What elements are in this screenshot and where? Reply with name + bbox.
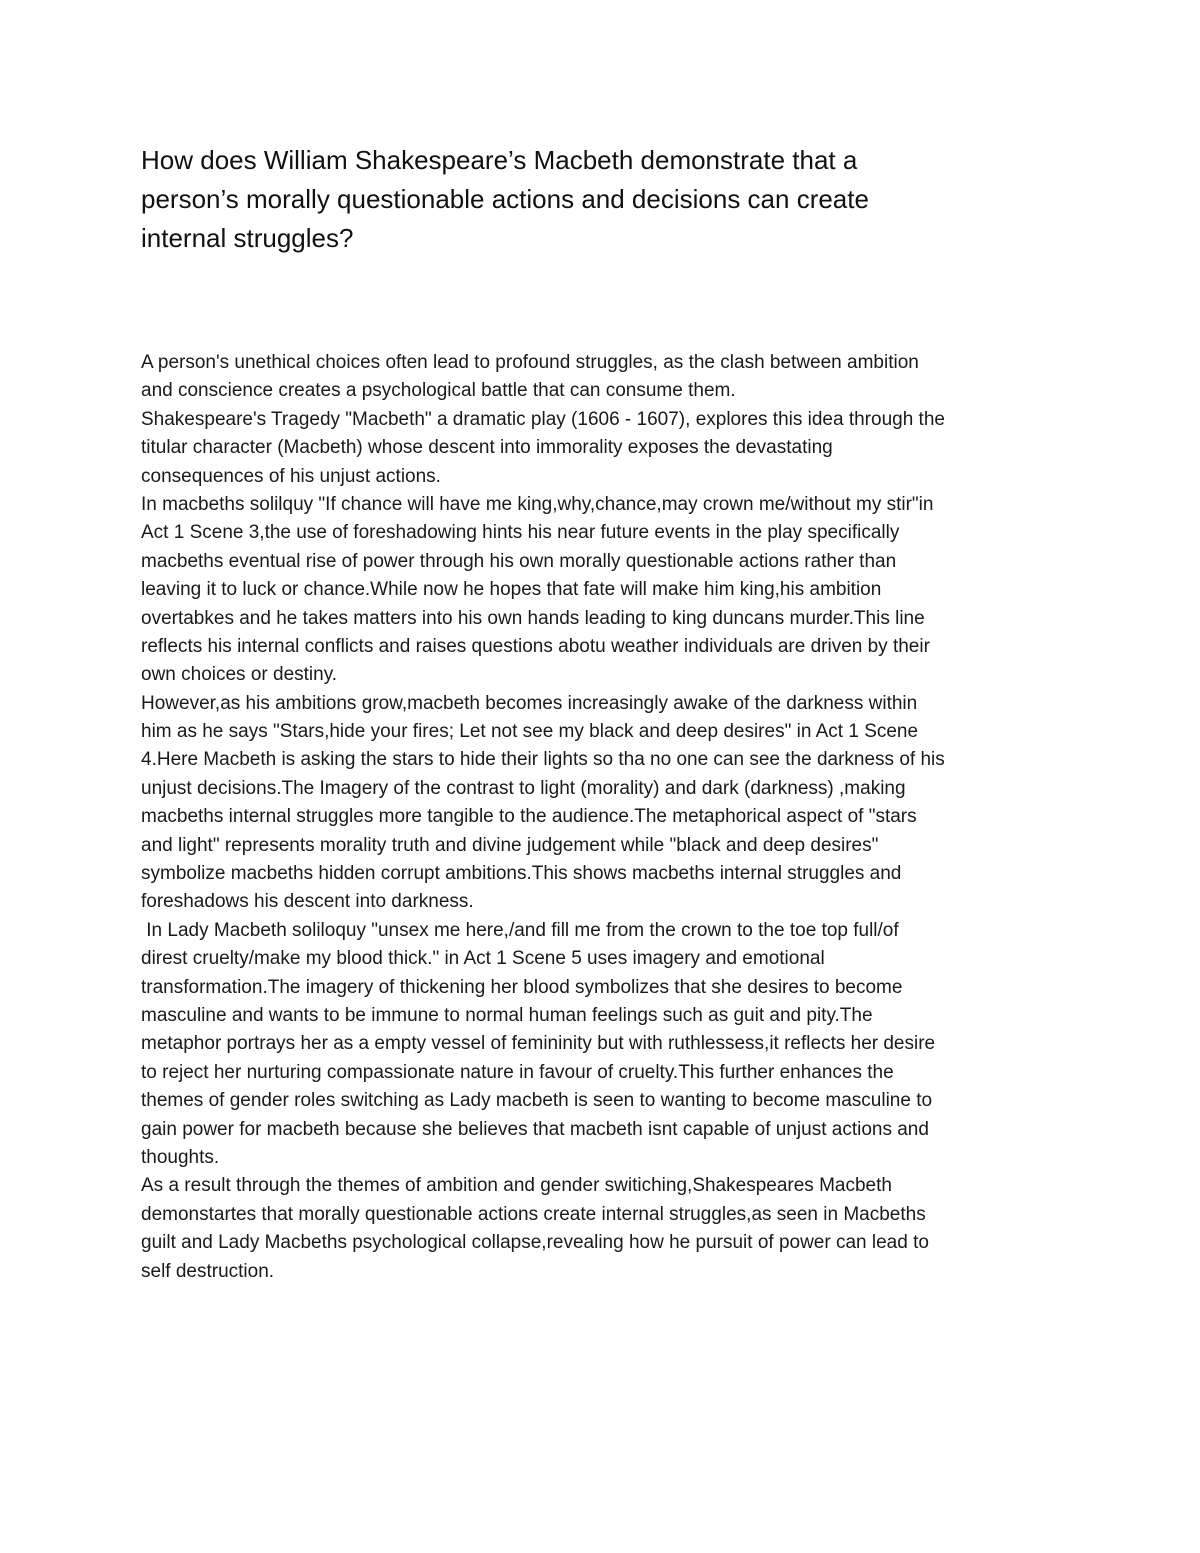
body-line: However,as his ambitions grow,macbeth becomes increasingly awake of the darkness within [141,692,918,714]
body-line: 4.Here Macbeth is asking the stars to hide their lights so tha no one can see the darkness of his [141,749,945,771]
title-line: person’s morally questionable actions and decisions can create [141,184,869,214]
body-line: demonstartes that morally questionable actions create internal struggles,as seen in Macbeths [141,1203,926,1225]
body-line: reflects his internal conflicts and raises questions abotu weather individuals are driven by their [141,635,930,657]
body-line: In macbeths solilquy "If chance will have me king,why,chance,may crown me/without my stir"in [141,493,934,515]
body-line: and light" represents morality truth and divine judgement while "black and deep desires" [141,834,879,856]
body-line: consequences of his unjust actions. [141,465,441,487]
body-line: thoughts. [141,1146,220,1168]
body-line: themes of gender roles switching as Lady macbeth is seen to wanting to become masculine to [141,1090,933,1112]
body-line: direst cruelty/make my blood thick." in Act 1 Scene 5 uses imagery and emotional [141,948,825,970]
body-line: titular character (Macbeth) whose descent into immorality exposes the devastating [141,437,833,459]
body-line: overtabkes and he takes matters into his own hands leading to king duncans murder.This line [141,607,925,629]
body-line: unjust decisions.The Imagery of the contrast to light (morality) and dark (darkness) ,making [141,777,906,799]
body-line: him as he says "Stars,hide your fires; Let not see my black and deep desires" in Act 1 Scene [141,721,919,743]
body-line: symbolize macbeths hidden corrupt ambitions.This shows macbeths internal struggles and [141,863,902,885]
body-line: masculine and wants to be immune to normal human feelings such as guit and pity.The [141,1004,873,1026]
body-line: transformation.The imagery of thickening her blood symbolizes that she desires to become [141,976,903,998]
body-line: macbeths internal struggles more tangible to the audience.The metaphorical aspect of "stars [141,806,917,828]
body-line: macbeths eventual rise of power through his own morally questionable actions rather than [141,550,897,572]
body-line: foreshadows his descent into darkness. [141,891,474,913]
body-line: Shakespeare's Tragedy "Macbeth" a dramatic play (1606 - 1607), explores this idea through the [141,408,945,430]
essay-title [141,141,1041,258]
body-line: In Lady Macbeth soliloquy "unsex me here,/and fill me from the crown to the toe top full/of [141,919,899,941]
essay-body [141,349,1081,1286]
body-line: A person's unethical choices often lead to profound struggles, as the clash between ambition [141,352,919,373]
body-line: As a result through the themes of ambition and gender switiching,Shakespeares Macbeth [141,1175,892,1197]
title-line: How does William Shakespeare’s Macbeth demonstrate that a [141,145,858,175]
body-line: to reject her nurturing compassionate nature in favour of cruelty.This further enhances the [141,1061,894,1083]
body-line: leaving it to luck or chance.While now he hopes that fate will make him king,his ambition [141,579,882,601]
body-line: self destruction. [141,1260,275,1282]
body-line: and conscience creates a psychological battle that can consume them. [141,380,736,402]
body-line: gain power for macbeth because she believes that macbeth isnt capable of unjust actions and [141,1118,929,1140]
body-line: Act 1 Scene 3,the use of foreshadowing hints his near future events in the play specifically [141,522,900,544]
title-line: internal struggles? [141,223,354,253]
body-line: metaphor portrays her as a empty vessel of femininity but with ruthlessess,it reflects her desire [141,1033,936,1055]
body-line: guilt and Lady Macbeths psychological collapse,revealing how he pursuit of power can lead to [141,1232,929,1254]
body-line: own choices or destiny. [141,664,338,686]
